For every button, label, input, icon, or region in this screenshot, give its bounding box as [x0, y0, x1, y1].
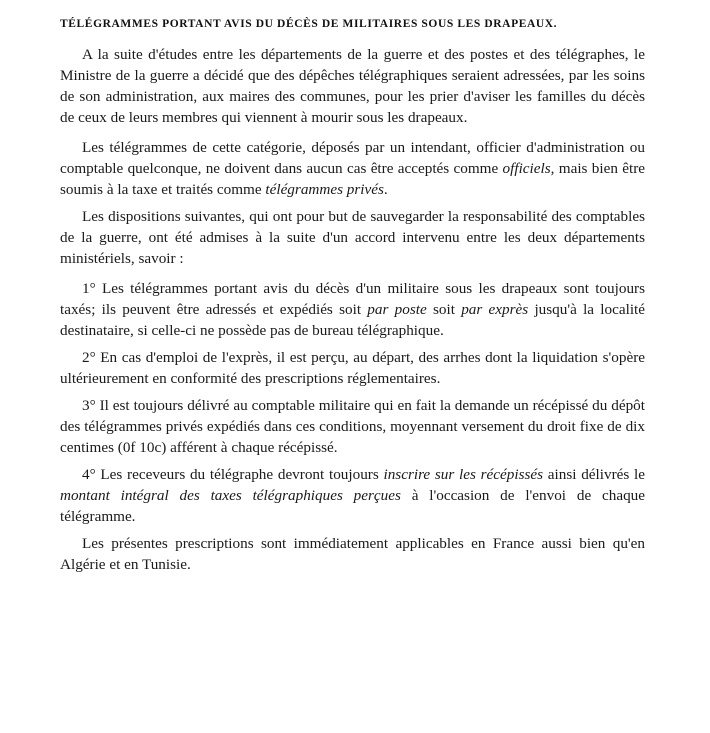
text-run: , mais bien être soumis à la taxe et traités comme — [60, 160, 645, 198]
text-run: à l'occasion de l'envoi de chaque télégramme. — [60, 487, 646, 525]
paragraph-item-3: 3° Il est toujours délivré au comptable militaire qui en fait la demande un récépissé du dépôt des télégrammes privés expédiés dans ces conditions, moyennant versement du droit fixe de dix centimes (0f 10c) afférent à chaque récépissé. — [60, 397, 645, 456]
italic-inscrire: inscrire sur les récépissés — [383, 466, 544, 483]
section-heading: TÉLÉGRAMMES PORTANT AVIS DU DÉCÈS DE MILITAIRES SOUS LES DRAPEAUX. — [60, 18, 558, 30]
italic-officiels: officiels — [502, 160, 551, 177]
text-run: jusqu'à la localité destinataire, si celle-ci ne possède pas de bureau télégraphique. — [60, 301, 645, 339]
text-run: 4° Les receveurs du télégraphe devront toujours — [82, 466, 384, 483]
paragraph-intro: A la suite d'études entre les départements de la guerre et des postes et des télégraphes, le Ministre de la guerre a décidé que des dépêches télégraphiques seraient adressées, par les soins de son administration, aux maires des communes, pour les prier d'aviser les familles du décès de ceux de leurs membres qui viennent à mourir sous les drapeaux. — [60, 46, 645, 126]
paragraph-telegram-category — [60, 137, 645, 200]
text-run: . — [383, 181, 388, 198]
text-run: 1° Les télégrammes portant avis du décès d'un militaire sous les drapeaux sont toujours taxés; ils peuvent être adressés et expédiés soit — [60, 280, 645, 318]
paragraph-closing: Les présentes prescriptions sont immédiatement applicables en France aussi bien qu'en Algérie et en Tunisie. — [60, 535, 645, 573]
paragraph-item-4 — [60, 464, 645, 527]
italic-par-expres: par exprès — [461, 301, 529, 318]
italic-par-poste: par poste — [367, 301, 427, 318]
italic-montant-integral: montant intégral des taxes télégraphiques perçues — [60, 487, 401, 504]
italic-telegrammes-prives: télégrammes privés — [265, 181, 384, 198]
text-run: soit — [426, 301, 462, 318]
paragraph-item-1 — [60, 278, 645, 341]
text-run: ainsi délivrés le — [543, 466, 645, 483]
document-page — [60, 18, 645, 584]
paragraph-item-2: 2° En cas d'emploi de l'exprès, il est perçu, au départ, des arrhes dont la liquidation s'opère ultérieurement en conformité des prescriptions réglementaires. — [60, 349, 645, 387]
paragraph-dispositions: Les dispositions suivantes, qui ont pour but de sauvegarder la responsabilité des comptables de la guerre, ont été admises à la suite d'un accord intervenu entre les deux départements ministériels, savoir : — [60, 208, 645, 267]
text-run: Les télégrammes de cette catégorie, déposés par un intendant, officier d'administration ou comptable quelconque, ne doivent dans aucun cas être acceptés comme — [60, 139, 645, 177]
